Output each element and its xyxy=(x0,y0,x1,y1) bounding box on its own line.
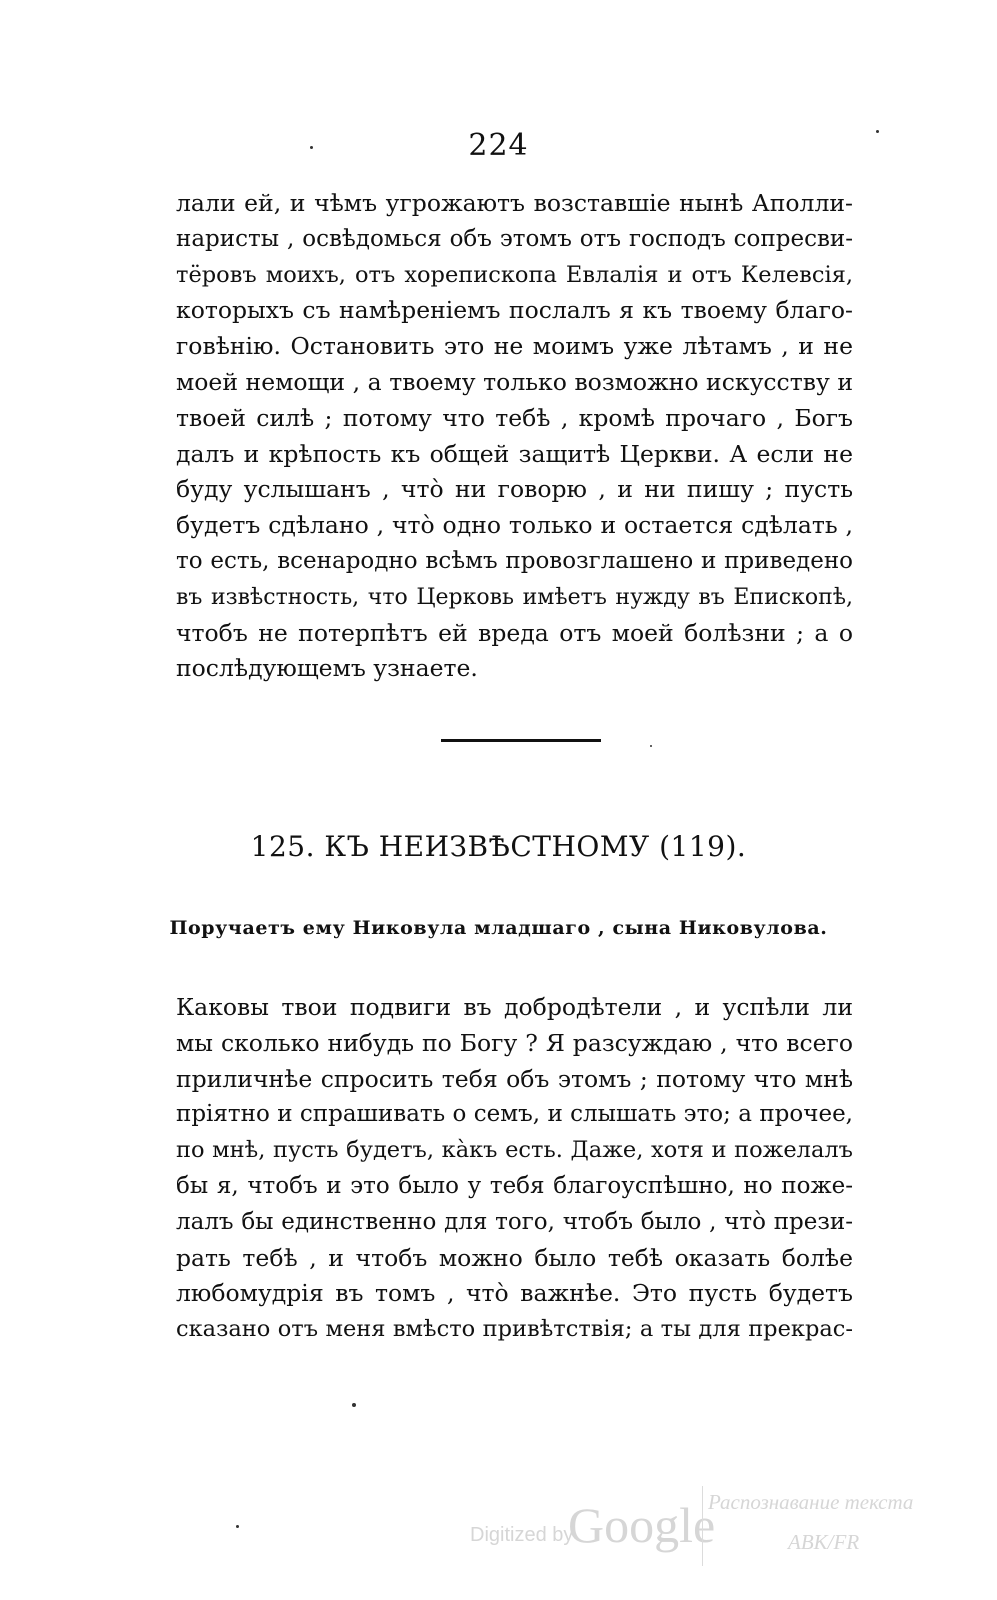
text-line: моей немощи , а твоему только возможно искусству и xyxy=(176,367,853,396)
print-speck xyxy=(236,1525,239,1528)
print-speck xyxy=(876,130,879,133)
text-line: чтобъ не потерпѣтъ ей вреда отъ моей болѣзни ; а о xyxy=(176,618,853,647)
text-line: лали ей, и чѣмъ угрожаютъ возставшіе нынѣ Аполли- xyxy=(176,189,853,217)
print-speck xyxy=(352,1403,356,1407)
text-line: будетъ сдѣлано , что̀ одно только и остается сдѣлать , xyxy=(176,511,853,540)
watermark-divider xyxy=(702,1486,703,1566)
text-line: наристы , освѣдомься объ этомъ отъ господъ сопресви- xyxy=(176,225,853,252)
text-line: послѣдующемъ узнаете. xyxy=(176,654,478,683)
text-line: лалъ бы единственно для того, чтобъ было , что̀ прези- xyxy=(176,1208,853,1235)
text-line: Каковы твои подвиги въ добродѣтели , и успѣли ли xyxy=(176,993,853,1021)
print-speck xyxy=(310,146,313,149)
text-line: бы я, чтобъ и это было у тебя благоуспѣшно, но поже- xyxy=(176,1172,853,1199)
text-line: говѣнію. Остановить это не моимъ уже лѣтамъ , и не xyxy=(176,332,853,361)
letter-ending-paragraph xyxy=(176,186,853,687)
text-line: по мнѣ, пусть будетъ, ка̀къ есть. Даже, хотя и пожелалъ xyxy=(176,1137,853,1164)
letter-heading: 125. КЪ НЕИЗВѢСТНОМУ (119). xyxy=(250,830,747,863)
google-logo: Google xyxy=(568,1497,716,1553)
watermark-digitized-label: Digitized by xyxy=(470,1524,574,1546)
text-line: мы сколько нибудь по Богу ? Я разсуждаю , что всего xyxy=(176,1028,853,1057)
text-line: приличнѣе спросить тебя объ этомъ ; потому что мнѣ xyxy=(176,1064,853,1093)
text-line: сказано отъ меня вмѣсто привѣтствія; а ты для прекрас- xyxy=(176,1316,853,1343)
text-line: буду услышанъ , что̀ ни говорю , и ни пишу ; пусть xyxy=(176,475,853,504)
text-line: то есть, всенародно всѣмъ провозглашено и приведено xyxy=(176,547,853,574)
text-line: въ извѣстность, что Церковь имѣетъ нужду въ Епископѣ, xyxy=(176,584,853,610)
section-divider xyxy=(441,739,601,742)
watermark-ocr-label: Распознавание текста xyxy=(708,1490,914,1514)
text-line: тёровъ моихъ, отъ хорепископа Евлалія и отъ Келевсія, xyxy=(176,261,853,288)
letter-body-paragraph xyxy=(176,990,853,1348)
text-line: которыхъ съ намѣреніемъ послалъ я къ твоему благо- xyxy=(176,296,853,325)
text-line: далъ и крѣпость къ общей защитѣ Церкви. А если не xyxy=(176,439,853,468)
digitization-watermark xyxy=(470,1482,970,1582)
text-line: пріятно и спрашивать о семъ, и слышать это; а прочее, xyxy=(176,1101,853,1128)
text-line: твоей силѣ ; потому что тебѣ , кромѣ прочаго , Богъ xyxy=(176,403,853,432)
text-line: любомудрія въ томъ , что̀ важнѣе. Это пусть будетъ xyxy=(176,1279,853,1308)
letter-summary: Поручаетъ ему Никовула младшаго , сына Никовулова. xyxy=(169,917,828,939)
print-speck xyxy=(650,745,652,747)
text-line: рать тебѣ , и чтобъ можно было тебѣ оказать болѣе xyxy=(176,1243,853,1272)
watermark-credit: ABK/FR xyxy=(788,1530,860,1554)
page-number: 224 xyxy=(468,128,529,163)
